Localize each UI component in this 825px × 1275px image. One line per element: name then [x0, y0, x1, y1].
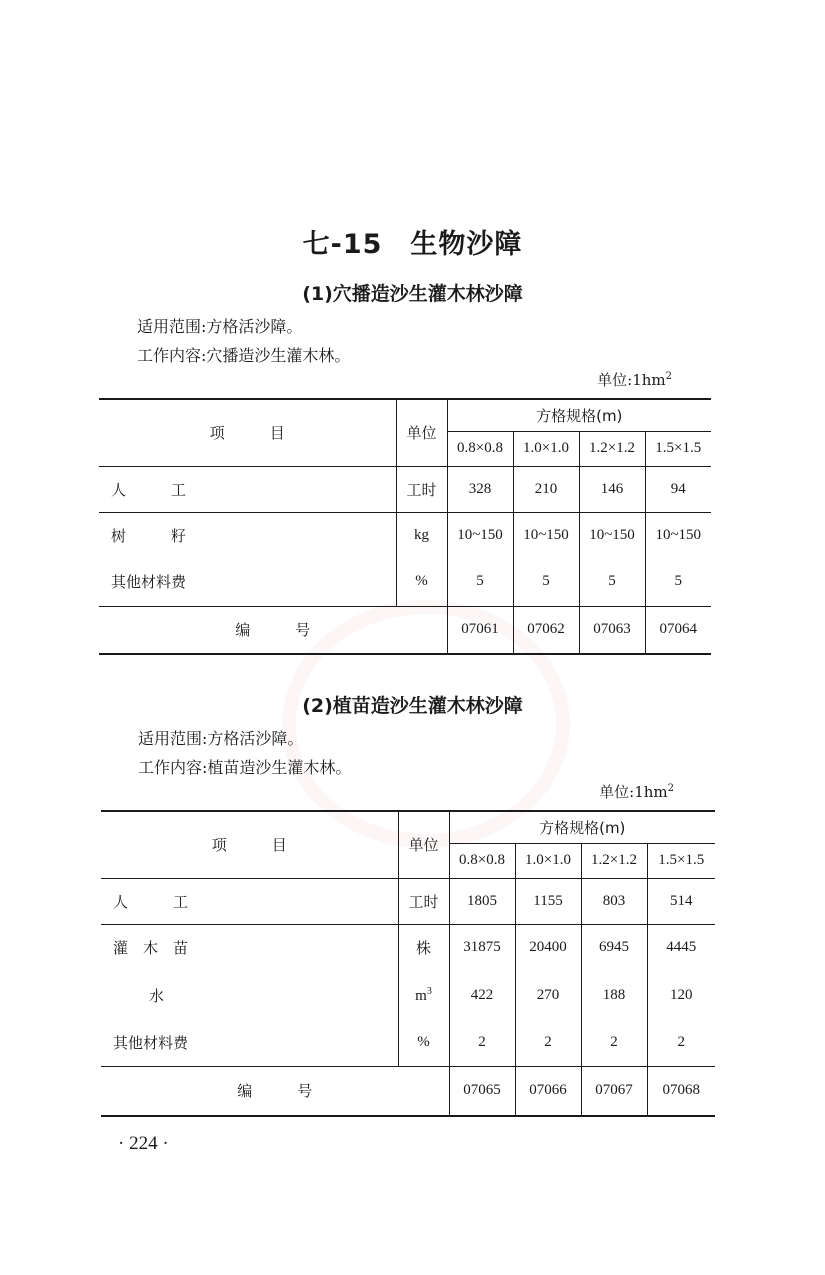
code-label: 编 号 — [237, 1082, 313, 1101]
cell: 188 — [581, 971, 647, 1019]
cell: 2 — [449, 1019, 515, 1066]
cell: 4445 — [647, 924, 715, 971]
section1-scope: 适用范围:方格活沙障。 — [137, 317, 303, 336]
code-cell: 07067 — [581, 1066, 647, 1116]
row-label: 其他材料费 — [101, 1019, 398, 1066]
row-label: 灌 木 苗 — [113, 939, 189, 958]
code-cell: 07063 — [579, 606, 645, 654]
section1-title: (1)穴播造沙生灌木林沙障 — [302, 283, 523, 305]
row-label: 人 工 — [99, 466, 396, 512]
cell: 6945 — [581, 924, 647, 971]
header-item: 项 目 — [101, 811, 398, 878]
section2-title: (2)植苗造沙生灌木林沙障 — [302, 695, 523, 717]
section1-table — [99, 398, 711, 655]
cell: 146 — [579, 466, 645, 512]
row-label: 人 工 — [101, 878, 398, 924]
table-row — [101, 924, 715, 971]
cell: 5 — [513, 558, 579, 606]
spec-col-3: 1.2×1.2 — [581, 843, 647, 878]
cell: 5 — [579, 558, 645, 606]
section1-work: 工作内容:穴播造沙生灌木林。 — [137, 346, 351, 365]
cell: 10~150 — [447, 512, 513, 558]
cell: 2 — [581, 1019, 647, 1066]
spec-col-4: 1.5×1.5 — [645, 431, 711, 466]
code-cell: 07064 — [645, 606, 711, 654]
spec-col-1: 0.8×0.8 — [449, 843, 515, 878]
row-unit: 株 — [398, 924, 449, 971]
cell: 31875 — [449, 924, 515, 971]
cell: 1805 — [449, 878, 515, 924]
table-row — [99, 466, 711, 512]
cell: 2 — [515, 1019, 581, 1066]
header-unit: 单位 — [398, 811, 449, 878]
row-unit: % — [398, 1019, 449, 1066]
cell: 2 — [647, 1019, 715, 1066]
page-number: · 224 · — [118, 1133, 169, 1154]
row-unit: $m^3$ — [398, 971, 449, 1019]
header-spec: 方格规格(m) — [447, 399, 711, 431]
cell: 20400 — [515, 924, 581, 971]
row-label: 水 — [149, 986, 165, 1005]
section2-scope: 适用范围:方格活沙障。 — [138, 729, 304, 748]
code-cell: 07068 — [647, 1066, 715, 1116]
cell: 270 — [515, 971, 581, 1019]
row-label: 树 籽 — [111, 526, 187, 545]
row-label: 其他材料费 — [99, 558, 396, 606]
cell: 10~150 — [645, 512, 711, 558]
row-unit: 工时 — [396, 466, 447, 512]
cell: 803 — [581, 878, 647, 924]
table-row — [99, 512, 711, 558]
table-row — [101, 1019, 715, 1066]
section2-unit: 单位$:1hm^2$ — [599, 783, 674, 801]
cell: 94 — [645, 466, 711, 512]
table-row — [101, 878, 715, 924]
spec-col-2: 1.0×1.0 — [513, 431, 579, 466]
header-item: 项 目 — [99, 399, 396, 466]
spec-col-1: 0.8×0.8 — [447, 431, 513, 466]
header-unit: 单位 — [396, 399, 447, 466]
section2-table — [101, 810, 715, 1117]
row-unit: kg — [396, 512, 447, 558]
code-row — [101, 1066, 715, 1116]
cell: 514 — [647, 878, 715, 924]
cell: 10~150 — [513, 512, 579, 558]
cell: 10~150 — [579, 512, 645, 558]
code-cell: 07065 — [449, 1066, 515, 1116]
cell: 1155 — [515, 878, 581, 924]
row-unit: % — [396, 558, 447, 606]
spec-col-4: 1.5×1.5 — [647, 843, 715, 878]
cell: 210 — [513, 466, 579, 512]
code-cell: 07066 — [515, 1066, 581, 1116]
cell: 5 — [645, 558, 711, 606]
cell: 422 — [449, 971, 515, 1019]
table-row — [99, 558, 711, 606]
section1-unit: 单位$:1hm^2$ — [597, 371, 672, 389]
code-label: 编 号 — [235, 621, 311, 640]
section2-work: 工作内容:植苗造沙生灌木林。 — [138, 758, 352, 777]
spec-col-2: 1.0×1.0 — [515, 843, 581, 878]
row-unit: 工时 — [398, 878, 449, 924]
code-row — [99, 606, 711, 654]
table-row — [101, 971, 715, 1019]
code-cell: 07062 — [513, 606, 579, 654]
cell: 328 — [447, 466, 513, 512]
spec-col-3: 1.2×1.2 — [579, 431, 645, 466]
cell: 5 — [447, 558, 513, 606]
chapter-title: 七-15 生物沙障 — [302, 229, 523, 260]
cell: 120 — [647, 971, 715, 1019]
code-cell: 07061 — [447, 606, 513, 654]
header-spec: 方格规格(m) — [449, 811, 715, 843]
